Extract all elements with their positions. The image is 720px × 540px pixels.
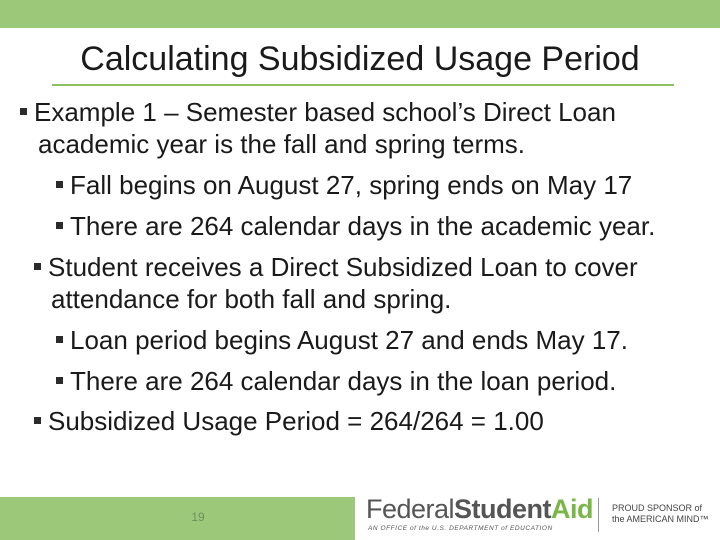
bullet-square-icon: [34, 417, 41, 424]
sponsor-line-2: the AMERICAN MIND™: [612, 514, 709, 524]
bullet-line-5: [34, 252, 638, 282]
bullet-text: Fall begins on August 27, spring ends on May 17: [70, 170, 633, 200]
federal-student-aid-logo: [366, 494, 592, 538]
bullet-square-icon: [56, 222, 63, 229]
bullet-square-icon: [56, 377, 63, 384]
bullet-line-7: [56, 325, 628, 355]
bullet-line-4: [56, 211, 655, 241]
bullet-line-6: [51, 284, 451, 314]
bullet-line-8: [56, 366, 616, 396]
bullet-line-3: [56, 170, 632, 200]
bullet-text: There are 264 calendar days in the academic year.: [70, 211, 656, 241]
bullet-line-1: [20, 97, 616, 127]
bullet-text: attendance for both fall and spring.: [51, 284, 452, 314]
bullet-text: There are 264 calendar days in the loan period.: [70, 366, 617, 396]
bullet-text: academic year is the fall and spring terms.: [38, 129, 525, 159]
logo-student: Student: [454, 494, 552, 524]
logo-federal: Federal: [366, 494, 455, 524]
bullet-text: Student receives a Direct Subsidized Loan to cover: [48, 252, 638, 282]
slide-title: Calculating Subsidized Usage Period: [80, 40, 640, 78]
page-number: 19: [191, 510, 205, 524]
logo-divider: [598, 498, 599, 532]
bullet-square-icon: [56, 336, 63, 343]
logo-aid: Aid: [551, 494, 594, 524]
bullet-text: Example 1 – Semester based school’s Direct Loan: [34, 97, 616, 127]
bullet-text: Loan period begins August 27 and ends May 17.: [70, 325, 628, 355]
logo-tagline: AN OFFICE of the U.S. DEPARTMENT of EDUCATION: [368, 525, 553, 532]
sponsor-text: [612, 503, 718, 525]
bullet-line-2: [38, 129, 525, 159]
sponsor-line-1: PROUD SPONSOR of: [612, 503, 703, 513]
bullet-square-icon: [34, 263, 41, 270]
logo-wordmark: [366, 494, 593, 524]
bullet-square-icon: [20, 108, 27, 115]
bullet-text: Subsidized Usage Period = 264/264 = 1.00: [48, 406, 544, 436]
bullet-line-9: [34, 406, 544, 436]
bullet-square-icon: [56, 181, 63, 188]
